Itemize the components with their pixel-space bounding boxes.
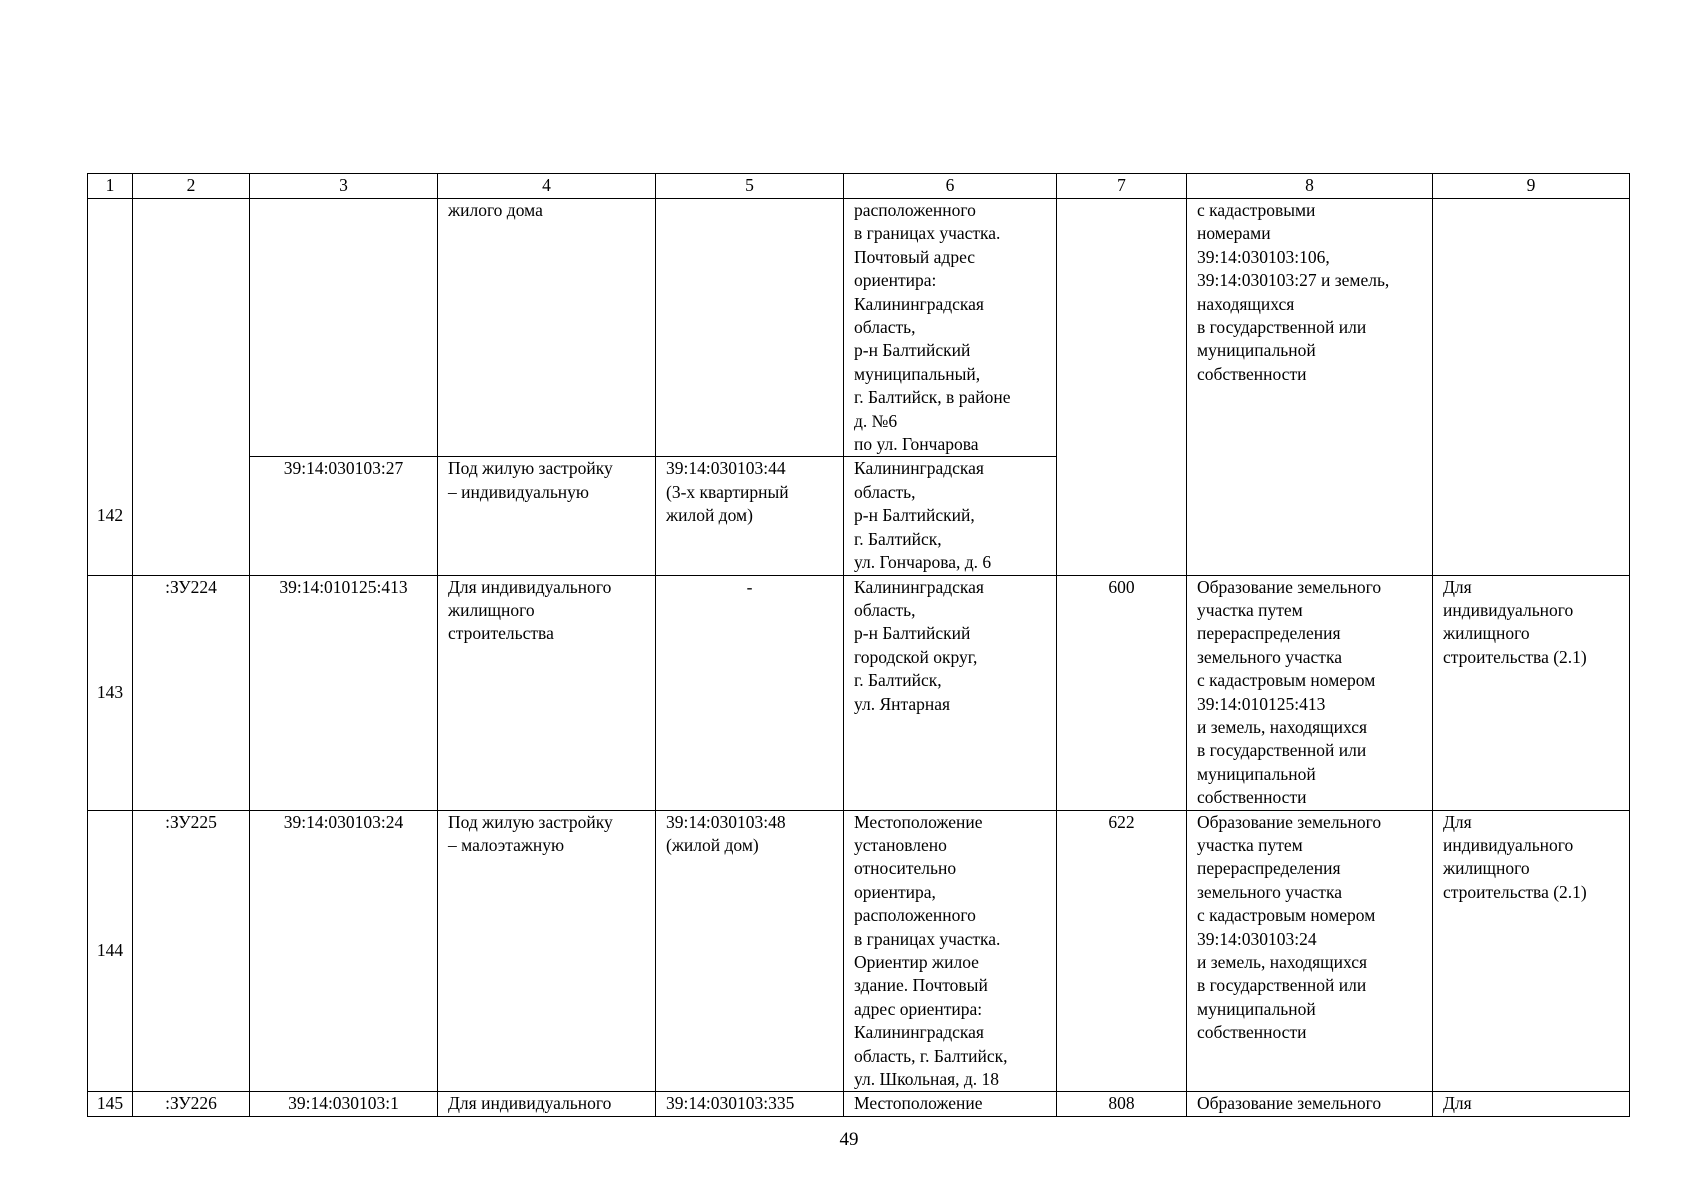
area-cell: 622 xyxy=(1057,810,1187,1092)
row-number-cell: 144 xyxy=(88,810,133,1092)
header-cell: 9 xyxy=(1433,174,1630,199)
row-number-cell: 142 xyxy=(88,457,133,575)
page-number: 49 xyxy=(839,1129,859,1150)
designation-cell: :ЗУ225 xyxy=(133,810,250,1092)
table-row-145 xyxy=(88,1092,1630,1116)
buildings-cell: 39:14:030103:44 (3-х квартирный жилой дом) xyxy=(656,457,844,575)
designation-cell xyxy=(133,199,250,576)
location-cell: Местоположение установлено относительно ориентира, расположенного в границах участка. Ориентир жилое здание. Почтовый адрес ориентира: Калининградская область, г. Балтийск, ул. Школьная, д. 18 xyxy=(844,810,1057,1092)
permitted-use-cell: Для индивидуального xyxy=(438,1092,656,1116)
location-cell: Калининградская область, р-н Балтийский, г. Балтийск, ул. Гончарова, д. 6 xyxy=(844,457,1057,575)
formation-method-cell: Образование земельного участка путем перераспределения земельного участка с кадастровым номером 39:14:030103:24 и земель, находящихся в государственной или муниципальной собственности xyxy=(1187,810,1433,1092)
new-use-cell xyxy=(1433,199,1630,576)
area-cell: 808 xyxy=(1057,1092,1187,1116)
row-number-cell: 145 xyxy=(88,1092,133,1116)
header-cell: 8 xyxy=(1187,174,1433,199)
buildings-cell xyxy=(656,199,844,457)
row-number-cell: 143 xyxy=(88,575,133,810)
permitted-use-cell: Под жилую застройку – малоэтажную xyxy=(438,810,656,1092)
formation-method-cell: Образование земельного участка путем перераспределения земельного участка с кадастровым номером 39:14:010125:413 и земель, находящихся в государственной или муниципальной собственности xyxy=(1187,575,1433,810)
cadastral-number-cell xyxy=(250,199,438,457)
cadastral-number-cell: 39:14:030103:27 xyxy=(250,457,438,575)
header-cell: 5 xyxy=(656,174,844,199)
new-use-cell: Для xyxy=(1433,1092,1630,1116)
cadastral-number-cell: 39:14:030103:24 xyxy=(250,810,438,1092)
table-row-143 xyxy=(88,575,1630,810)
location-cell: расположенного в границах участка. Почтовый адрес ориентира: Калининградская область, р-н Балтийский муниципальный, г. Балтийск, в районе д. №6 по ул. Гончарова xyxy=(844,199,1057,457)
location-cell: Калининградская область, р-н Балтийский городской округ, г. Балтийск, ул. Янтарная xyxy=(844,575,1057,810)
table-header-row xyxy=(88,174,1630,199)
permitted-use-cell: Под жилую застройку – индивидуальную xyxy=(438,457,656,575)
buildings-cell: 39:14:030103:335 xyxy=(656,1092,844,1116)
designation-cell: :ЗУ224 xyxy=(133,575,250,810)
designation-cell: :ЗУ226 xyxy=(133,1092,250,1116)
location-cell: Местоположение xyxy=(844,1092,1057,1116)
row-number-cell xyxy=(88,199,133,457)
header-cell: 2 xyxy=(133,174,250,199)
new-use-cell: Для индивидуального жилищного строительства (2.1) xyxy=(1433,810,1630,1092)
buildings-cell: 39:14:030103:48 (жилой дом) xyxy=(656,810,844,1092)
land-plots-table xyxy=(87,173,1630,1117)
area-cell xyxy=(1057,199,1187,576)
header-cell: 1 xyxy=(88,174,133,199)
header-cell: 7 xyxy=(1057,174,1187,199)
formation-method-cell: Образование земельного xyxy=(1187,1092,1433,1116)
header-cell: 3 xyxy=(250,174,438,199)
table-row-142-top xyxy=(88,199,1630,457)
cadastral-number-cell: 39:14:010125:413 xyxy=(250,575,438,810)
cadastral-number-cell: 39:14:030103:1 xyxy=(250,1092,438,1116)
formation-method-cell: с кадастровыми номерами 39:14:030103:106, 39:14:030103:27 и земель, находящихся в государственной или муниципальной собственности xyxy=(1187,199,1433,576)
permitted-use-cell: Для индивидуального жилищного строительства xyxy=(438,575,656,810)
table-row-144 xyxy=(88,810,1630,1092)
header-cell: 4 xyxy=(438,174,656,199)
header-cell: 6 xyxy=(844,174,1057,199)
buildings-cell: - xyxy=(656,575,844,810)
permitted-use-cell: жилого дома xyxy=(438,199,656,457)
new-use-cell: Для индивидуального жилищного строительства (2.1) xyxy=(1433,575,1630,810)
area-cell: 600 xyxy=(1057,575,1187,810)
